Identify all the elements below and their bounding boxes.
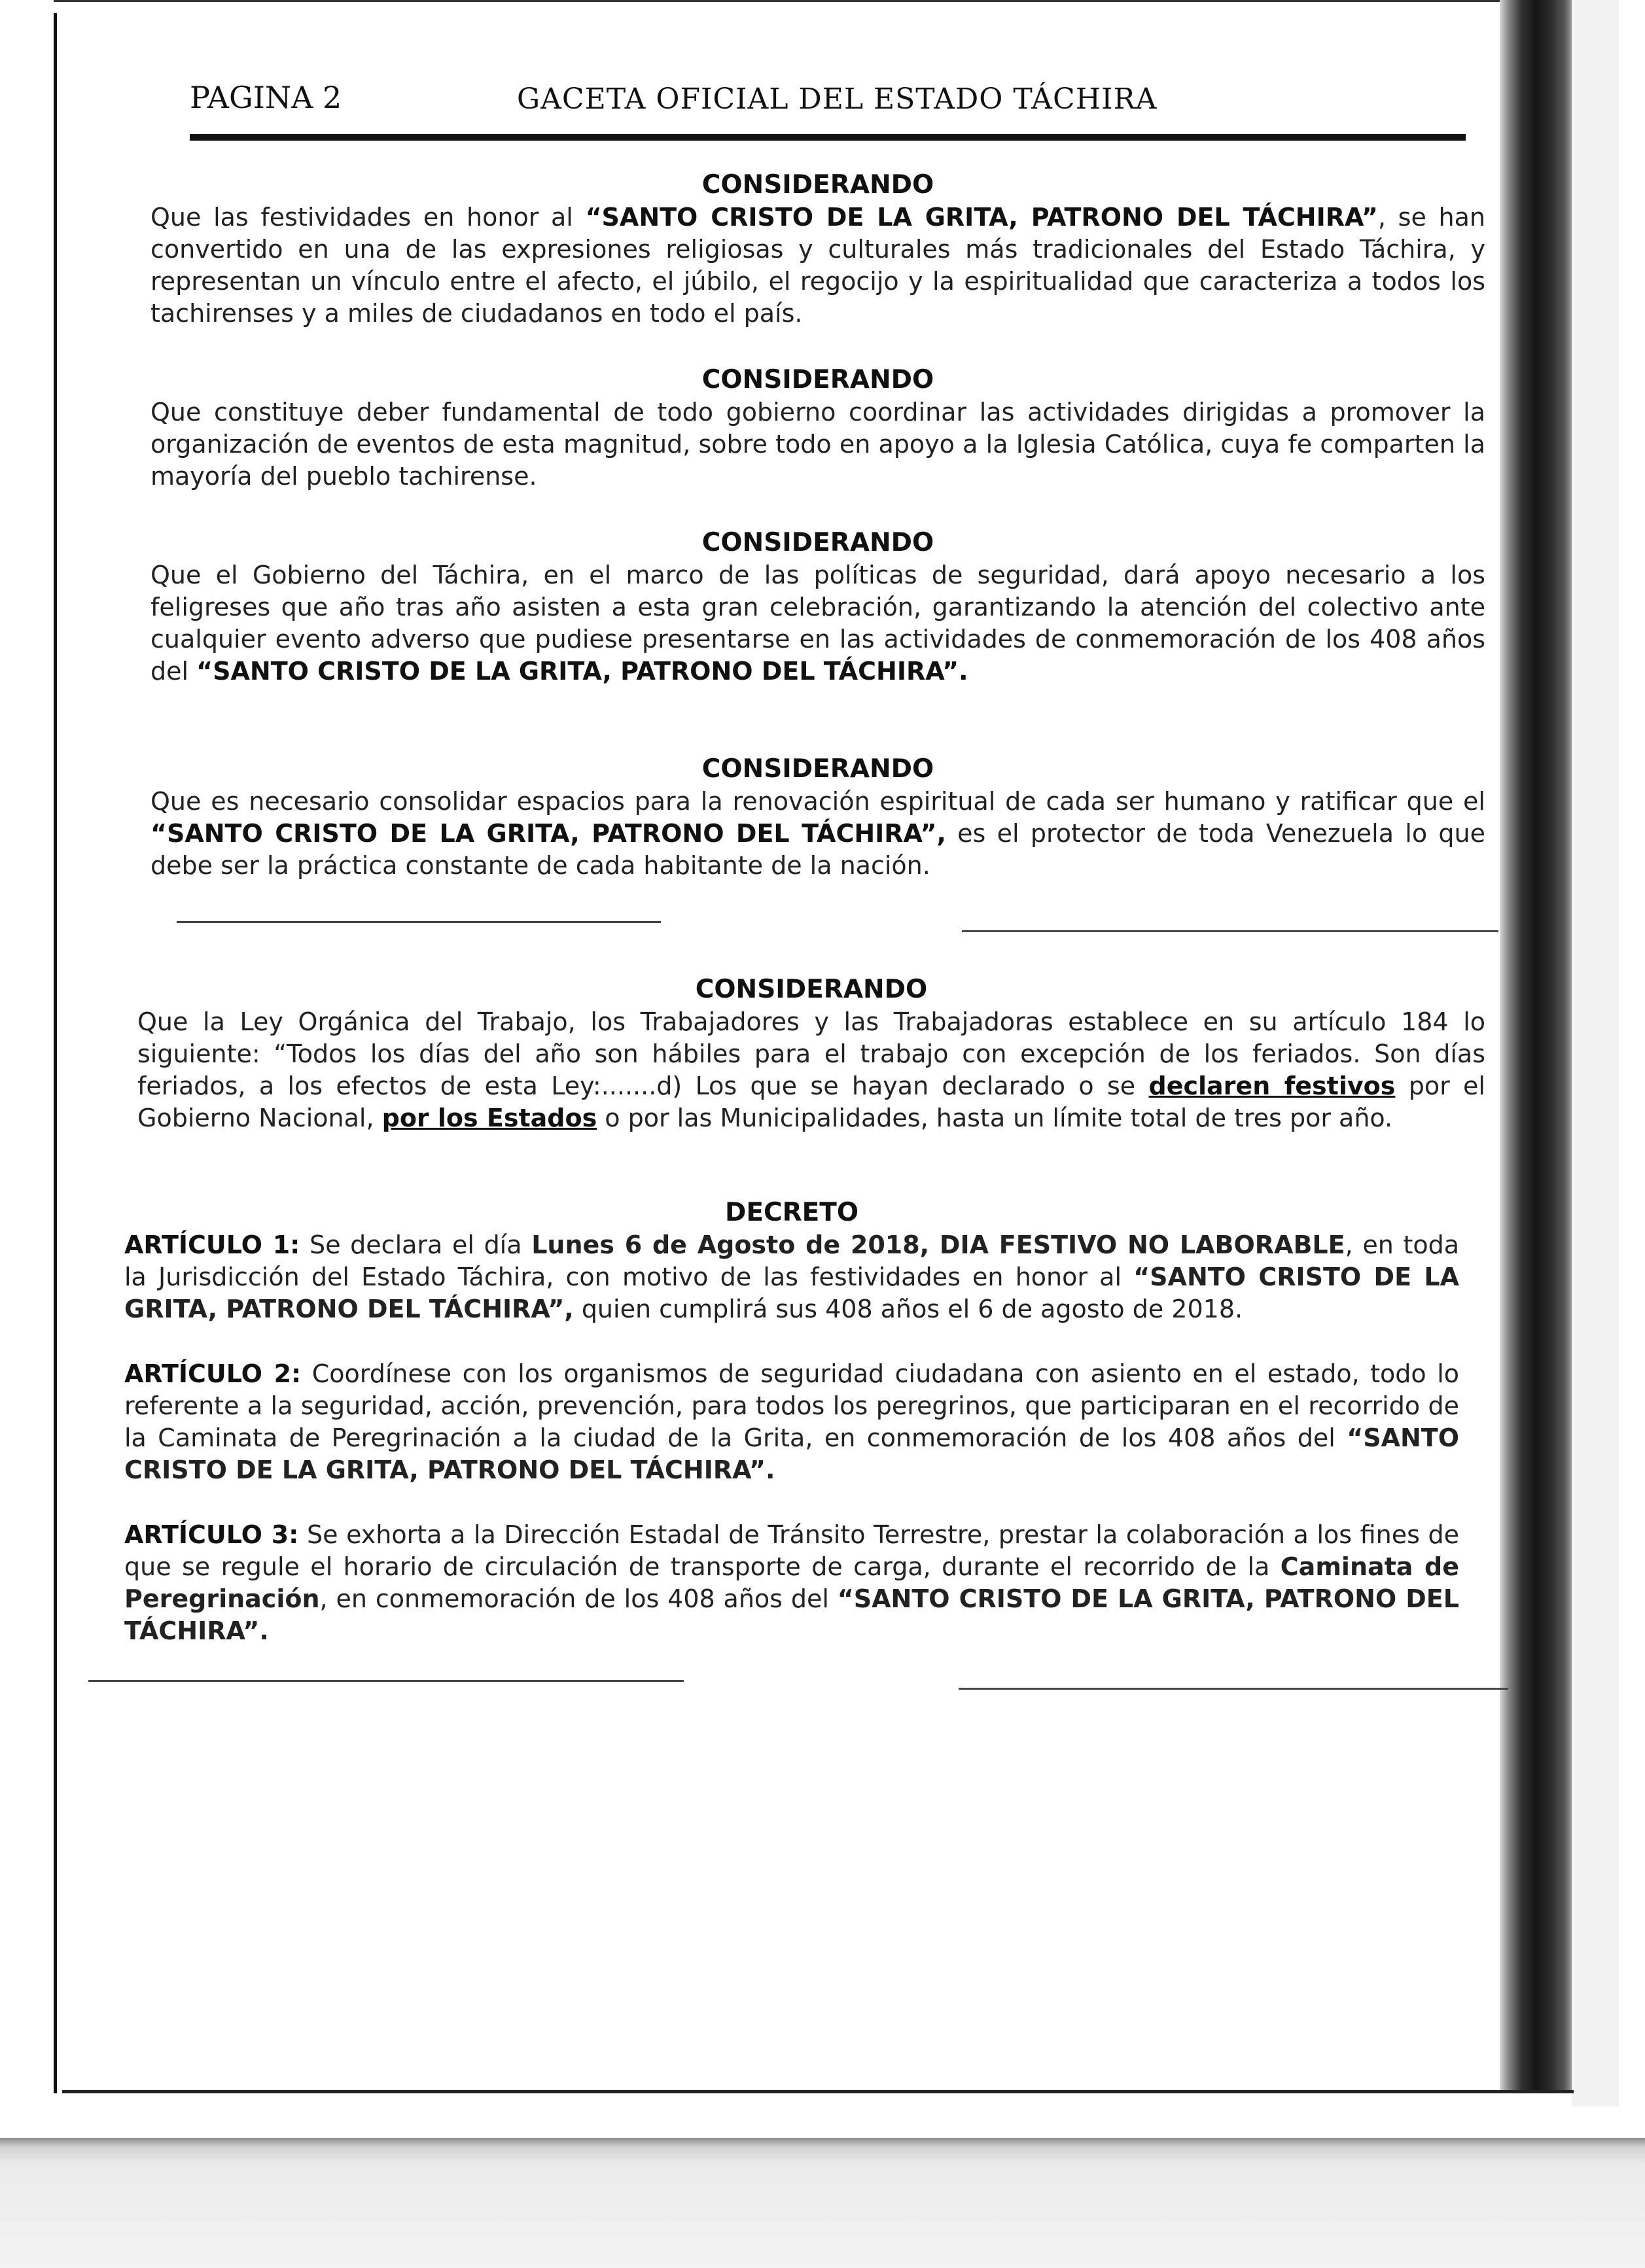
page-number: PAGINA 2 <box>190 80 342 115</box>
considerando-3 <box>137 527 1485 688</box>
considerando-text: Que las festividades en honor al “SANTO CRISTO DE LA GRITA, PATRONO DEL TÁCHIRA”, se han convertido en una de las expresiones religiosas y culturales más tradicionales del Estado Táchira, y representan un vínculo entre el afecto, el júbilo, el regocijo y la espiritualidad que caracteriza a todos los tachirenses y a miles de ciudadanos en todo el país. <box>150 203 1485 328</box>
document-body <box>124 164 1485 1647</box>
scan-shadow-edge <box>1500 0 1572 2093</box>
considerando-2 <box>137 364 1485 493</box>
scan-bottom-shadow <box>0 2138 1645 2268</box>
considerando-text: Que constituye deber fundamental de todo gobierno coordinar las actividades dirigidas a promover la organización de eventos de esta magnitud, sobre todo en apoyo a la Iglesia Católica, cuya fe comparten la mayoría del pueblo tachirense. <box>150 398 1485 491</box>
considerando-heading: CONSIDERANDO <box>695 975 928 1004</box>
gazette-title: GACETA OFICIAL DEL ESTADO TÁCHIRA <box>517 82 1158 116</box>
considerando-text: Que el Gobierno del Táchira, en el marco de las políticas de seguridad, dará apoyo necesario a los feligreses que año tras año asisten a esta gran celebración, garantizando la atención del colectivo ante cualquier evento adverso que pudiese presentarse en las actividades de conmemoración de los 408 años del “SANTO CRISTO DE LA GRITA, PATRONO DEL TÁCHIRA”. <box>150 561 1485 686</box>
top-border-line <box>54 0 1572 2</box>
left-margin-line <box>54 13 57 2093</box>
article-2: ARTÍCULO 2: Coordínese con los organismos de seguridad ciudadana con asiento en el estado, todo lo referente a la seguridad, acción, prevención, para todos los peregrinos, que participaran en el recorrido de la Caminata de Peregrinación a la ciudad de la Grita, en conmemoración de los 408 años del “SANTO CRISTO DE LA GRITA, PATRONO DEL TÁCHIRA”. <box>124 1359 1459 1484</box>
separator-line <box>962 930 1498 932</box>
separator-line <box>959 1688 1508 1690</box>
scan-outer-margin <box>1572 0 1619 2106</box>
considerando-1 <box>137 169 1485 330</box>
bottom-border-line <box>62 2090 1574 2093</box>
decreto-heading: DECRETO <box>724 1198 859 1227</box>
considerando-text: Que la Ley Orgánica del Trabajo, los Trabajadores y las Trabajadoras establece en su artículo 184 lo siguiente: “Todos los días del año son hábiles para el trabajo con excepción de los feriados. Son días feriados, a los efectos de esta Ley:.......d) Los que se hayan declarado o se declaren festivos por el Gobierno Nacional, por los Estados o por las Municipalidades, hasta un límite total de tres por año. <box>137 1007 1485 1132</box>
decreto-section <box>124 1196 1459 1647</box>
considerando-heading: CONSIDERANDO <box>701 528 934 557</box>
article-3: ARTÍCULO 3: Se exhorta a la Dirección Estadal de Tránsito Terrestre, prestar la colaboración a los fines de que se regule el horario de circulación de transporte de carga, durante el recorrido de la Caminata de Peregrinación, en conmemoración de los 408 años del “SANTO CRISTO DE LA GRITA, PATRONO DEL TÁCHIRA”. <box>124 1520 1459 1645</box>
considerando-4 <box>137 753 1485 882</box>
considerando-5 <box>137 973 1485 1134</box>
considerando-text: Que es necesario consolidar espacios para la renovación espiritual de cada ser humano y ratificar que el “SANTO CRISTO DE LA GRITA, PATRONO DEL TÁCHIRA”, es el protector de toda Venezuela lo que debe ser la práctica constante de cada habitante de la nación. <box>150 787 1485 880</box>
considerando-heading: CONSIDERANDO <box>701 754 934 784</box>
separator-line <box>88 1680 684 1682</box>
separator-line <box>177 921 661 923</box>
article-1: ARTÍCULO 1: Se declara el día Lunes 6 de Agosto de 2018, DIA FESTIVO NO LABORABLE, en toda la Jurisdicción del Estado Táchira, con motivo de las festividades en honor al “SANTO CRISTO DE LA GRITA, PATRONO DEL TÁCHIRA”, quien cumplirá sus 408 años el 6 de agosto de 2018. <box>124 1230 1459 1323</box>
considerando-heading: CONSIDERANDO <box>701 365 934 394</box>
header-rule <box>190 134 1466 141</box>
considerando-heading: CONSIDERANDO <box>701 170 934 200</box>
